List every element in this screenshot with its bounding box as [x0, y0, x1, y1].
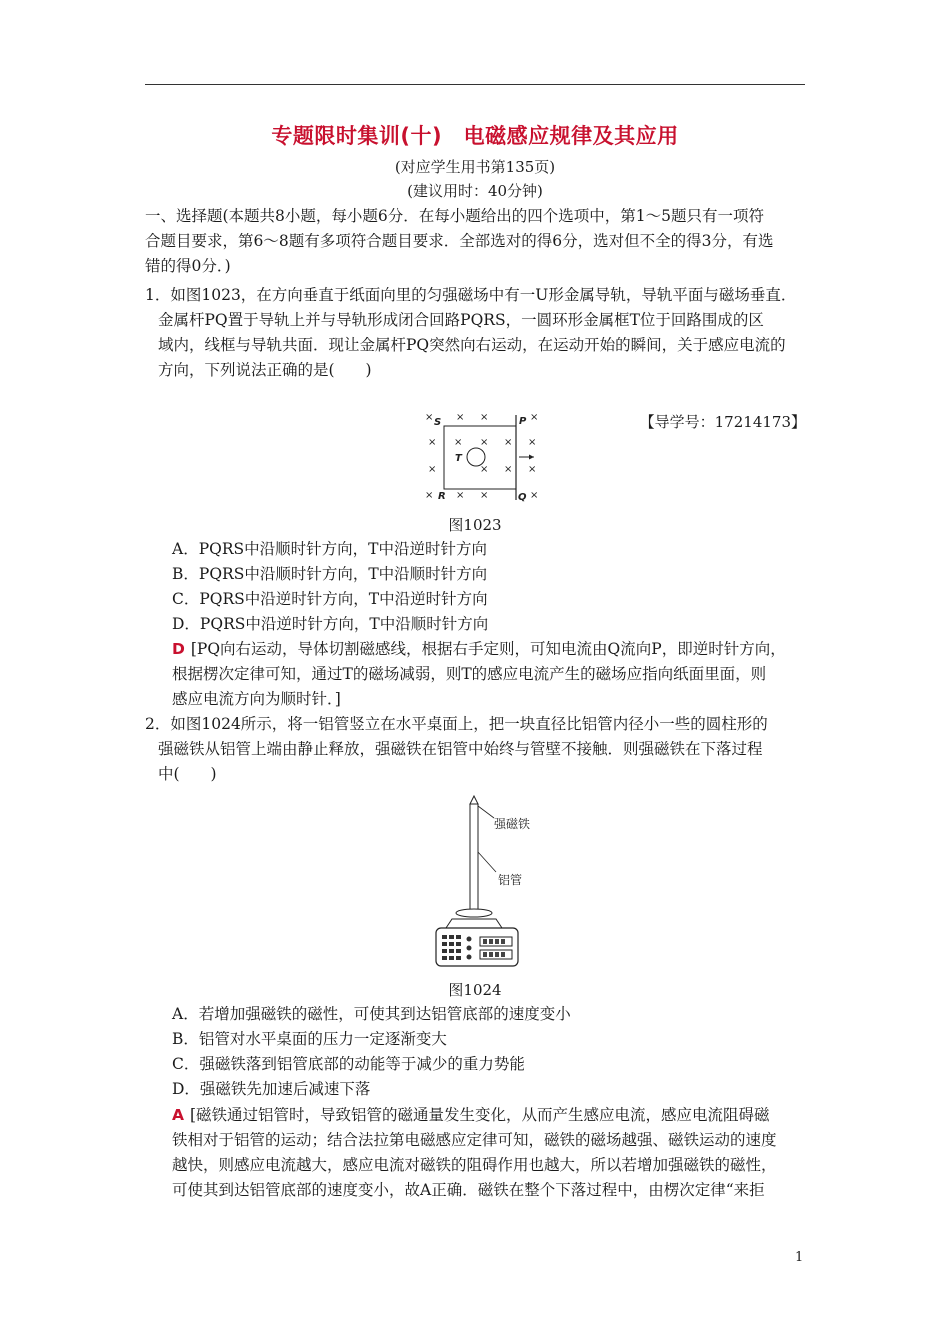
q1-option-b: B．PQRS中沿顺时针方向，T中沿顺时针方向: [172, 565, 488, 583]
cross-mark: ×: [528, 464, 537, 475]
subtitle-page-ref: (对应学生用书第135页): [394, 158, 556, 176]
q1-line-2: 金属杆PQ置于导轨上并与导轨形成闭合回路PQRS，一圆环形金属框T位于回路围成的区: [158, 311, 764, 329]
cross-mark: ×: [480, 412, 489, 423]
cross-mark: ×: [480, 437, 489, 448]
cross-mark: ×: [504, 464, 513, 475]
label-q: Q: [518, 492, 527, 503]
q1-option-a: A．PQRS中沿顺时针方向，T中沿逆时针方向: [172, 540, 487, 558]
scale-pan: [446, 919, 502, 928]
q2-option-c: C．强磁铁落到铝管底部的动能等于减少的重力势能: [172, 1055, 525, 1073]
cross-mark: ×: [456, 490, 465, 501]
q2-answer-line-1: [172, 1103, 828, 1128]
page-number: 1: [795, 1250, 804, 1265]
cross-mark: ×: [425, 412, 434, 423]
q1-option-c: C．PQRS中沿逆时针方向，T中沿逆时针方向: [172, 590, 488, 608]
electronic-scale: [436, 928, 518, 966]
q2-answer-line-2: 铁相对于铝管的运动；结合法拉第电磁感应定律可知，磁铁的磁场越强、磁铁运动的速度: [172, 1131, 777, 1149]
cross-mark: ×: [456, 412, 465, 423]
cross-mark: ×: [528, 437, 537, 448]
tube-leader: [478, 852, 496, 872]
q1-line-3: 域内，线框与导轨共面．现让金属杆PQ突然向右运动，在运动开始的瞬间，关于感应电流的: [158, 336, 786, 354]
magnet-leader: [478, 806, 494, 818]
q1-answer-line-1: [172, 637, 828, 662]
magnet-tip: [470, 796, 478, 804]
cross-mark: ×: [504, 437, 513, 448]
q1-line-1: 1．如图1023，在方向垂直于纸面向里的匀强磁场中有一U形金属导轨，导轨平面与磁场垂直．: [145, 286, 797, 304]
q2-answer-text: [磁铁通过铝管时，导致铝管的磁通量发生变化，从而产生感应电流，感应电流阻碍磁: [190, 1106, 770, 1124]
label-t: T: [455, 453, 462, 464]
q2-answer-key: A: [172, 1106, 184, 1124]
cross-mark: ×: [530, 490, 539, 501]
aluminium-tube: [470, 804, 478, 912]
cross-mark: ×: [454, 437, 463, 448]
figure-1023-caption: 图1023: [448, 516, 502, 534]
q1-answer-key: D: [172, 640, 185, 658]
ring-t: [467, 448, 485, 466]
subtitle-time: (建议用时：40分钟): [407, 182, 543, 200]
section-line-2: 合题目要求，第6～8题有多项符合题目要求．全部选对的得6分，选对但不全的得3分，有选: [145, 232, 774, 250]
q2-answer-line-4: 可使其到达铝管底部的速度变小，故A正确．磁铁在整个下落过程中，由楞次定律“来拒: [172, 1181, 765, 1199]
q2-line-2: 强磁铁从铝管上端由静止释放，强磁铁在铝管中始终与管壁不接触．则强磁铁在下落过程: [158, 740, 763, 758]
q1-answer-line-2: 根据楞次定律可知，通过T的磁场减弱，则T的感应电流产生的磁场应指向纸面里面，则: [172, 665, 767, 683]
figure-1023: [420, 405, 555, 505]
figure-1024-caption: 图1024: [448, 981, 502, 999]
q1-option-d: D．PQRS中沿逆时针方向，T中沿顺时针方向: [172, 615, 489, 633]
q1-answer-line-3: 感应电流方向为顺时针．]: [172, 690, 341, 708]
q2-option-d: D．强磁铁先加速后减速下落: [172, 1080, 371, 1098]
header-rule: [145, 84, 805, 85]
section-line-3: 错的得0分．): [145, 257, 231, 275]
cross-mark: ×: [530, 412, 539, 423]
q1-guide-number: 【导学号：17214173】: [639, 413, 806, 431]
cross-mark: ×: [425, 490, 434, 501]
cross-mark: ×: [428, 464, 437, 475]
cross-mark: ×: [480, 490, 489, 501]
label-p: P: [519, 416, 527, 427]
figure-1024: [430, 792, 545, 972]
q2-answer-line-3: 越快，则感应电流越大，感应电流对磁铁的阻碍作用也越大，所以若增加强磁铁的磁性，: [172, 1156, 777, 1174]
q1-answer-text: [PQ向右运动，导体切割磁感线，根据右手定则，可知电流由Q流向P，即逆时针方向，: [190, 640, 786, 658]
label-s: S: [434, 417, 442, 428]
label-tube: 铝管: [498, 873, 523, 887]
label-r: R: [438, 491, 446, 502]
cross-mark: ×: [480, 464, 489, 475]
q1-line-4: 方向，下列说法正确的是( ): [158, 361, 372, 379]
q2-option-a: A．若增加强磁铁的磁性，可使其到达铝管底部的速度变小: [172, 1005, 571, 1023]
label-magnet: 强磁铁: [494, 817, 531, 831]
q2-option-b: B．铝管对水平桌面的压力一定逐渐变大: [172, 1030, 447, 1048]
page-title: 专题限时集训(十) 电磁感应规律及其应用: [271, 124, 679, 148]
section-line-1: 一、选择题(本题共8小题，每小题6分．在每小题给出的四个选项中，第1～5题只有一项符: [145, 207, 764, 225]
motion-arrowhead: [529, 455, 534, 460]
q2-line-1: 2．如图1024所示，将一铝管竖立在水平桌面上，把一块直径比铝管内径小一些的圆柱形的: [145, 715, 768, 733]
cross-mark: ×: [428, 437, 437, 448]
q2-line-3: 中( ): [158, 765, 217, 783]
tube-base: [456, 909, 492, 917]
